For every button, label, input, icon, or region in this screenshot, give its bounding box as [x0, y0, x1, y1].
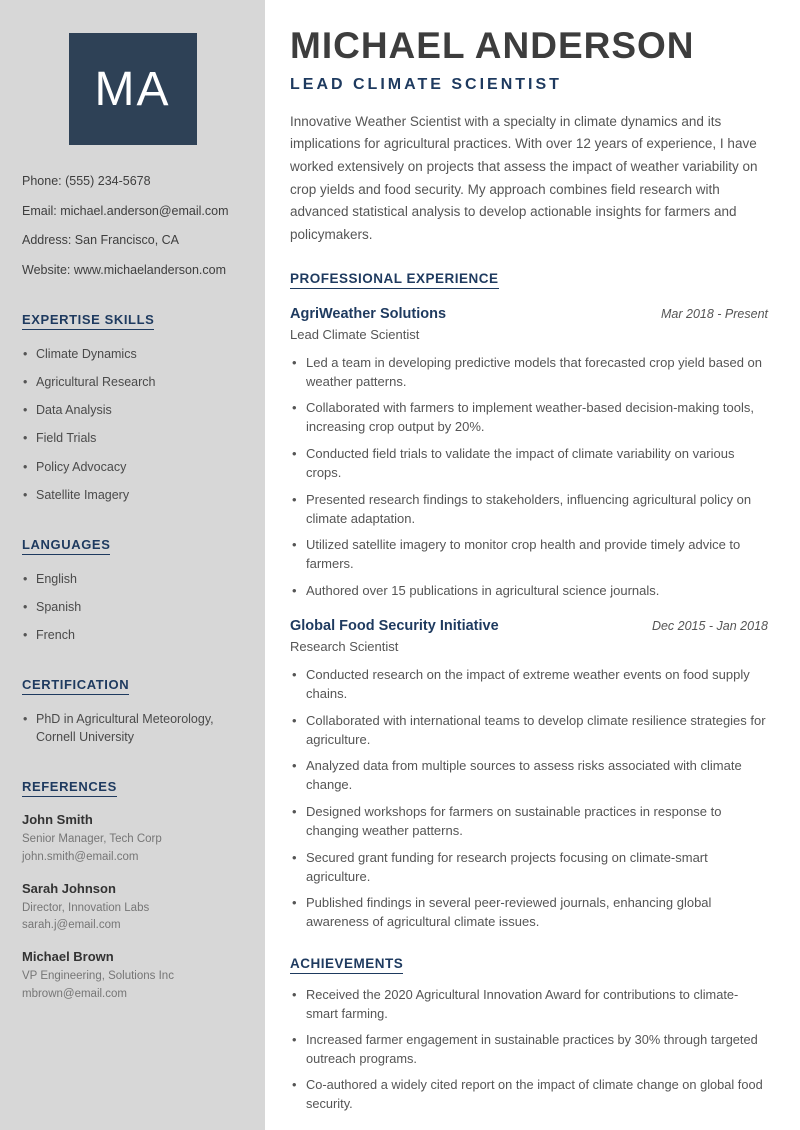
reference-title: Director, Innovation Labs: [22, 901, 150, 914]
reference-entry: [22, 881, 243, 935]
person-title: LEAD CLIMATE SCIENTIST: [290, 75, 562, 93]
references-heading: REFERENCES: [22, 779, 117, 797]
job-company: Global Food Security Initiative: [290, 618, 499, 634]
achievements-heading: ACHIEVEMENTS: [290, 956, 403, 974]
skills-section: [22, 311, 243, 504]
achievement-item: • Increased farmer engagement in sustainable practices by 30% through targeted outreach programs.: [290, 1031, 768, 1068]
languages-list: [22, 570, 243, 644]
job-dates: Mar 2018 - Present: [661, 306, 768, 321]
certification-item: • PhD in Agricultural Meteorology, Cornell University: [22, 710, 243, 746]
references-list: [22, 812, 243, 1003]
certification-heading: CERTIFICATION: [22, 677, 129, 695]
reference-email: mbrown@email.com: [22, 987, 127, 1000]
experience-section: [290, 270, 768, 932]
job-dates: Dec 2015 - Jan 2018: [651, 619, 768, 633]
references-section: [22, 778, 243, 1003]
contact-list: [22, 173, 243, 279]
job-bullet: • Collaborated with international teams to develop climate resilience strategies for agriculture.: [290, 712, 768, 750]
job-bullet: • Published findings in several peer-reviewed journals, enhancing global awareness of agricultural climate issues.: [290, 894, 768, 932]
certification-list: [22, 710, 243, 746]
skill-item: • Data Analysis: [22, 401, 243, 419]
job-entry: [290, 618, 768, 932]
contact-line: Phone: (555) 234-5678: [22, 174, 151, 188]
reference-email: john.smith@email.com: [22, 850, 139, 863]
monogram-badge: MA: [69, 33, 197, 145]
summary-text: Innovative Weather Scientist with a specialty in climate dynamics and its implications for agricultural practices. With over 12 years of experience, I have worked extensively on projects that assess the impact of weather variability on crop yields and food security. My approach combines field research with advanced statistical analysis to develop actionable insights for farmers and policymakers.: [290, 113, 758, 243]
skills-heading: EXPERTISE SKILLS: [22, 312, 154, 330]
skill-item: • Field Trials: [22, 429, 243, 447]
achievements-list: [290, 986, 768, 1113]
job-bullet: • Conducted field trials to validate the impact of climate variability on various crops.: [290, 445, 768, 483]
job-bullet: • Led a team in developing predictive models that forecasted crop yield based on weather patterns.: [290, 354, 768, 392]
job-role: Research Scientist: [290, 639, 399, 654]
reference-name: Sarah Johnson: [22, 880, 116, 896]
job-company: AgriWeather Solutions: [290, 305, 447, 322]
languages-heading: LANGUAGES: [22, 537, 110, 555]
job-bullet: • Conducted research on the impact of extreme weather events on food supply chains.: [290, 666, 768, 704]
experience-heading: PROFESSIONAL EXPERIENCE: [290, 271, 499, 289]
job-bullet: • Presented research findings to stakeholders, influencing agricultural policy on climate adaptation.: [290, 491, 768, 529]
job-entry: [290, 306, 768, 601]
contact-line: Address: San Francisco, CA: [22, 233, 180, 247]
achievements-section: [290, 955, 768, 1113]
job-bullet-list: [290, 666, 768, 932]
reference-email: sarah.j@email.com: [22, 919, 121, 932]
job-bullet: • Authored over 15 publications in agricultural science journals.: [290, 582, 768, 601]
skill-item: • Agricultural Research: [22, 373, 243, 391]
contact-line: Email: michael.anderson@email.com: [22, 203, 229, 218]
skills-list: [22, 345, 243, 504]
job-bullet: • Secured grant funding for research projects focusing on climate-smart agriculture.: [290, 849, 768, 887]
skill-item: • Satellite Imagery: [22, 486, 243, 504]
language-item: • French: [22, 626, 243, 644]
certification-section: [22, 676, 243, 746]
language-item: • English: [22, 570, 243, 588]
job-header: [290, 306, 768, 322]
sidebar: [0, 0, 265, 1130]
skill-item: • Climate Dynamics: [22, 345, 243, 363]
job-bullet: • Collaborated with farmers to implement weather-based decision-making tools, increasing crop output by 20%.: [290, 399, 768, 437]
languages-section: [22, 536, 243, 644]
reference-entry: [22, 949, 243, 1003]
reference-title: Senior Manager, Tech Corp: [22, 833, 162, 846]
job-bullet: • Designed workshops for farmers on sustainable practices in response to changing weather patterns.: [290, 803, 768, 841]
achievement-item: • Co-authored a widely cited report on the impact of climate change on global food security.: [290, 1076, 768, 1113]
language-item: • Spanish: [22, 598, 243, 616]
reference-name: John Smith: [22, 812, 93, 828]
job-bullet: • Analyzed data from multiple sources to assess risks associated with climate change.: [290, 757, 768, 795]
job-header: [290, 618, 768, 634]
reference-entry: [22, 812, 243, 866]
reference-name: Michael Brown: [22, 949, 114, 965]
main-content: [265, 0, 800, 1130]
job-bullet: • Utilized satellite imagery to monitor crop health and provide timely advice to farmers.: [290, 536, 768, 574]
person-name: MICHAEL ANDERSON: [290, 25, 695, 66]
job-bullet-list: [290, 354, 768, 601]
reference-title: VP Engineering, Solutions Inc: [22, 970, 174, 983]
job-role: Lead Climate Scientist: [290, 326, 420, 342]
contact-line: Website: www.michaelanderson.com: [22, 262, 227, 277]
achievement-item: • Received the 2020 Agricultural Innovation Award for contributions to climate-smart farming.: [290, 986, 768, 1023]
skill-item: • Policy Advocacy: [22, 458, 243, 476]
